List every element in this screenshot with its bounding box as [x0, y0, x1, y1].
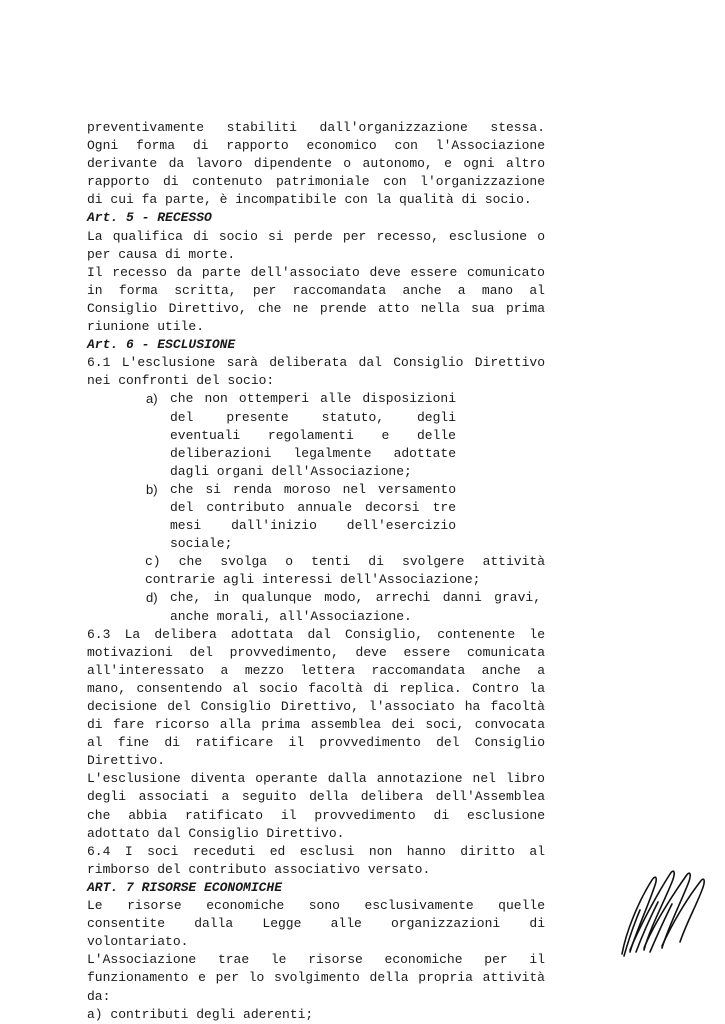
text-line: 6.3 La delibera adottata dal Consiglio, contenente le	[87, 626, 545, 642]
text-line: anche morali, all'Associazione.	[170, 608, 412, 624]
text-line: all'interessato a mezzo lettera raccomandata anche a	[87, 662, 545, 678]
text-line: adottato dal Consiglio Direttivo.	[87, 825, 345, 841]
document-page	[87, 119, 545, 1024]
heading-art5: Art. 5 - RECESSO	[87, 210, 212, 226]
text-line: consentite dalla Legge alle organizzazioni di	[87, 916, 545, 932]
list-item-b	[146, 481, 456, 553]
text-line: L'esclusione diventa operante dalla annotazione nel libro	[87, 771, 545, 787]
list-marker: d)	[146, 590, 158, 606]
text-line: che non ottemperi alle disposizioni	[170, 391, 456, 407]
text-line: che, in qualunque modo, arrechi danni gravi,	[170, 590, 541, 606]
text-line: in forma scritta, per raccomandata anche a mano al	[87, 282, 545, 298]
list-item-c	[145, 553, 545, 589]
text-line: contrarie agli interessi dell'Associazione;	[145, 572, 481, 588]
text-line: mano, consentendo al socio facoltà di replica. Contro la	[87, 680, 545, 696]
text-line: funzionamento e per lo svolgimento della propria attività	[87, 970, 545, 986]
list-marker: b)	[146, 481, 158, 497]
text-line: Il recesso da parte dell'associato deve essere comunicato	[87, 264, 545, 280]
heading-art6: Art. 6 - ESCLUSIONE	[87, 337, 236, 353]
text-line: Le risorse economiche sono esclusivamente quelle	[87, 898, 545, 914]
text-line: da:	[87, 988, 111, 1004]
text-line: Direttivo.	[87, 753, 166, 769]
text-line: preventivamente stabiliti dall'organizzazione stessa.	[87, 120, 545, 135]
text-line: di fare ricorso alla prima assemblea dei soci, convocata	[87, 717, 545, 733]
text-line: decisione del Consiglio Direttivo, l'associato ha facoltà	[87, 699, 545, 714]
text-line: degli associati a seguito della delibera dell'Assemblea	[87, 789, 545, 805]
paragraph-art6-intro	[87, 354, 545, 390]
text-line: volontariato.	[87, 934, 189, 950]
text-line: del contributo annuale decorsi tre	[170, 499, 456, 515]
text-line: L'Associazione trae le risorse economiche per il	[87, 952, 545, 968]
text-line: rapporto di contenuto patrimoniale con l'organizzazione	[87, 174, 545, 190]
text-line: eventuali regolamenti e delle	[170, 427, 456, 443]
text-line: Ogni forma di rapporto economico con l'Associazione	[87, 138, 545, 154]
paragraph-6-3	[87, 626, 545, 843]
text-line: motivazioni del provvedimento, deve essere comunicata	[87, 644, 545, 660]
list-marker: c)	[145, 554, 161, 570]
text-line: dagli organi dell'Associazione;	[170, 463, 412, 479]
list-marker: a)	[146, 391, 158, 407]
list-item-a	[146, 390, 456, 480]
text-line: per causa di morte.	[87, 246, 236, 262]
text-line: La qualifica di socio si perde per recesso, esclusione o	[87, 228, 545, 244]
text-line: mesi dall'inizio dell'esercizio	[170, 518, 456, 534]
text-line: rimborso del contributo associativo versato.	[87, 861, 431, 877]
text-line: di cui fa parte, è incompatibile con la qualità di socio.	[87, 192, 532, 208]
text-line: 6.1 L'esclusione sarà deliberata dal Consiglio Direttivo	[87, 355, 545, 371]
paragraph-art5	[87, 228, 545, 337]
text-line: sociale;	[170, 536, 233, 552]
list-item-d	[146, 589, 541, 625]
text-line: del presente statuto, degli	[170, 409, 456, 425]
text-line: nei confronti del socio:	[87, 373, 275, 389]
heading-art7: ART. 7 RISORSE ECONOMICHE	[87, 879, 283, 895]
text-line: derivante da lavoro dipendente o autonomo, e ogni altro	[87, 156, 545, 172]
text-line: che si renda moroso nel versamento	[170, 481, 456, 497]
paragraph-6-4	[87, 843, 545, 879]
text-fragment: che svolga o tenti di svolgere attività	[178, 554, 545, 570]
text-line: 6.4 I soci receduti ed esclusi non hanno diritto al	[87, 843, 545, 859]
text-line: riunione utile.	[87, 319, 205, 335]
paragraph-intro	[87, 119, 545, 209]
text-line: deliberazioni legalmente adottate	[170, 445, 456, 461]
text-line: a) contributi degli aderenti;	[87, 1006, 314, 1022]
handwritten-signature-icon	[616, 862, 712, 960]
text-line: Consiglio Direttivo, che ne prende atto nella sua prima	[87, 300, 545, 316]
paragraph-art7	[87, 897, 545, 1024]
text-line: che abbia ratificato il provvedimento di esclusione	[87, 807, 545, 823]
text-line: al fine di ratificare il provvedimento del Consiglio	[87, 735, 545, 751]
text-line	[145, 553, 545, 571]
